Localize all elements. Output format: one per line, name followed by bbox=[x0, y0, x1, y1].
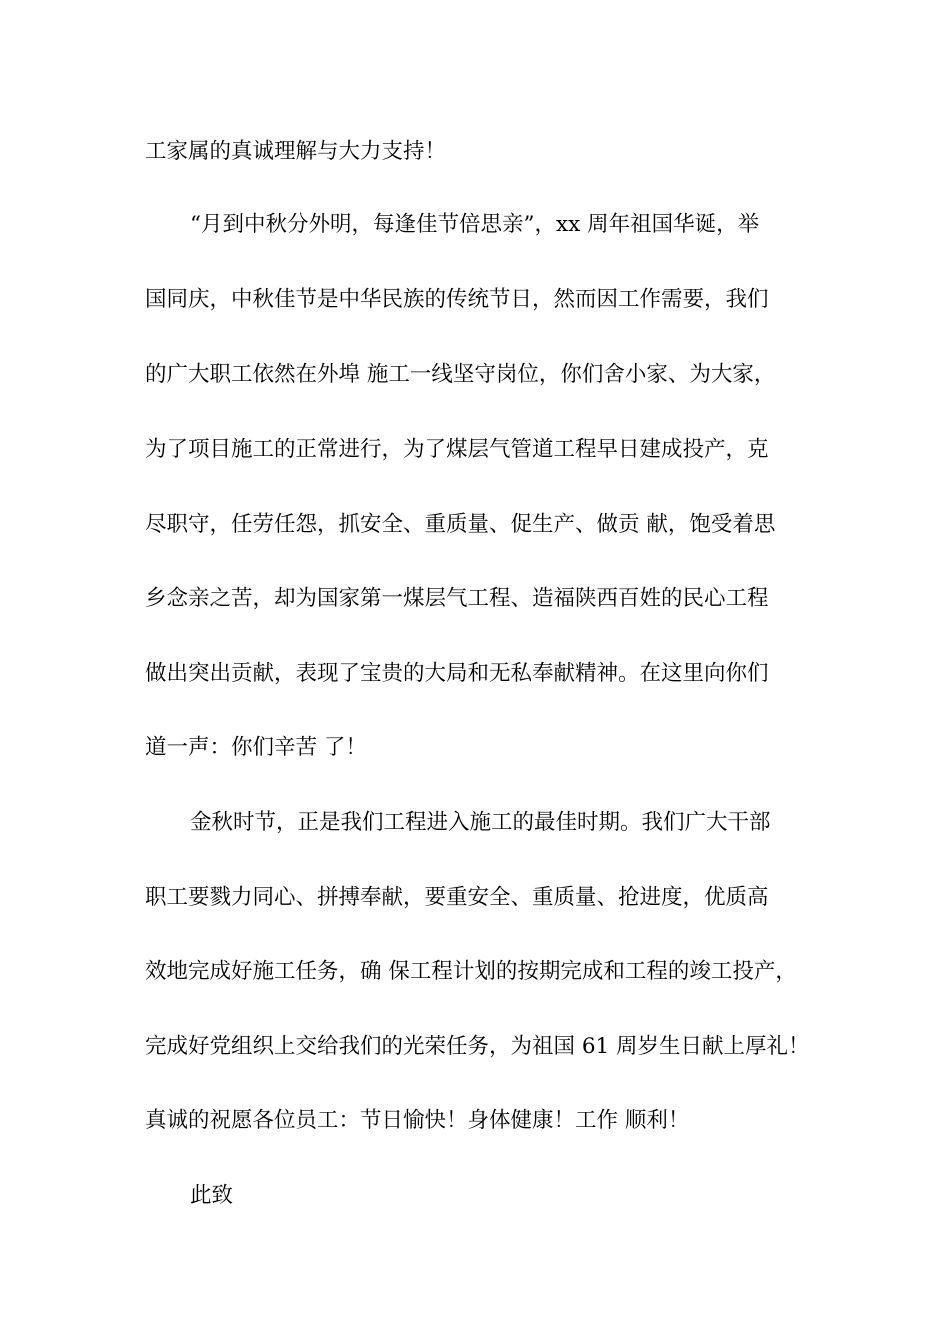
text-line-12: 效地完成好施工任务，确 保工程计划的按期完成和工程的竣工投产， bbox=[145, 959, 797, 984]
text-line-15: 此致 bbox=[190, 1183, 234, 1208]
text-line-9: 道一声：你们辛苦 了！ bbox=[145, 735, 367, 760]
text-line-6: 尽职守，任劳任怨，抓安全、重质量、促生产、做贡 献，饱受着思 bbox=[145, 512, 776, 537]
text-line-7: 乡念亲之苦，却为国家第一煤层气工程、造福陕西百姓的民心工程 bbox=[145, 586, 769, 611]
text-line-8: 做出突出贡献，表现了宝贵的大局和无私奉献精神。在这里向你们 bbox=[145, 661, 769, 686]
text-line-10: 金秋时节，正是我们工程进入施工的最佳时期。我们广大干部 bbox=[190, 810, 771, 835]
text-line-4: 的广大职工依然在外埠 施工一线坚守岗位，你们舍小家、为大家， bbox=[145, 362, 776, 387]
text-line-1: 工家属的真诚理解与大力支持！ bbox=[145, 139, 447, 164]
text-line-14: 真诚的祝愿各位员工：节日愉快！身体健康！工作 顺利！ bbox=[145, 1108, 690, 1133]
text-line-3: 国同庆，中秋佳节是中华民族的传统节日，然而因工作需要，我们 bbox=[145, 287, 769, 312]
text-line-11: 职工要戮力同心、拼搏奉献，要重安全、重质量、抢进度，优质高 bbox=[145, 885, 769, 910]
text-line-2: “月到中秋分外明，每逢佳节倍思亲”，xx 周年祖国华诞，举 bbox=[190, 212, 760, 237]
text-line-5: 为了项目施工的正常进行，为了煤层气管道工程早日建成投产，克 bbox=[145, 437, 769, 462]
text-line-13: 完成好党组织上交给我们的光荣任务，为祖国 61 周岁生日献上厚礼！ bbox=[145, 1034, 810, 1059]
